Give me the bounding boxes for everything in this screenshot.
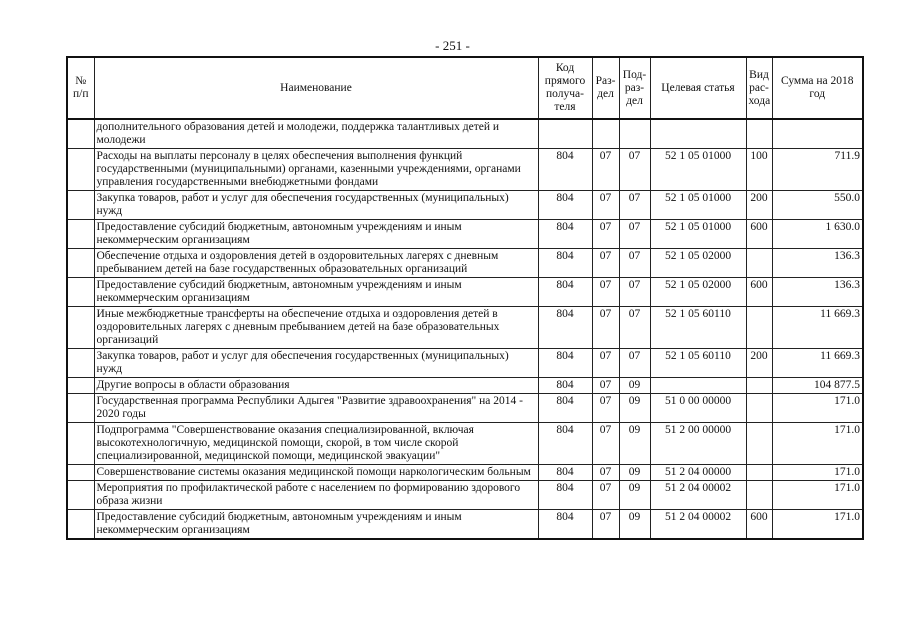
row-num (67, 423, 94, 465)
row-name: Закупка товаров, работ и услуг для обеспечения государственных (муниципальных) нужд (94, 191, 538, 220)
row-code: 804 (538, 307, 592, 349)
table-row (67, 510, 863, 540)
header-num: № п/п (67, 57, 94, 119)
row-subsection: 09 (619, 481, 650, 510)
row-sum: 171.0 (772, 394, 863, 423)
row-section: 07 (592, 191, 619, 220)
row-expense-type (746, 481, 772, 510)
row-sum: 104 877.5 (772, 378, 863, 394)
row-expense-type: 100 (746, 149, 772, 191)
header-target: Целевая статья (650, 57, 746, 119)
row-subsection: 09 (619, 465, 650, 481)
row-num (67, 394, 94, 423)
row-name: Обеспечение отдыха и оздоровления детей в оздоровительных лагерях с дневным пребыванием детей на базе государственных образовательных организаций (94, 249, 538, 278)
row-section: 07 (592, 394, 619, 423)
row-target: 52 1 05 02000 (650, 249, 746, 278)
row-num (67, 378, 94, 394)
row-code: 804 (538, 278, 592, 307)
table-row (67, 349, 863, 378)
header-row (67, 57, 863, 119)
row-sum: 136.3 (772, 278, 863, 307)
row-subsection: 07 (619, 149, 650, 191)
table-row (67, 423, 863, 465)
row-target (650, 119, 746, 149)
row-expense-type: 600 (746, 220, 772, 249)
row-subsection: 09 (619, 378, 650, 394)
header-name: Наименование (94, 57, 538, 119)
row-section: 07 (592, 149, 619, 191)
row-section: 07 (592, 423, 619, 465)
row-expense-type (746, 423, 772, 465)
row-expense-type (746, 249, 772, 278)
table-row (67, 465, 863, 481)
row-name: Предоставление субсидий бюджетным, автономным учреждениям и иным некоммерческим организациям (94, 220, 538, 249)
row-name: Подпрограмма "Совершенствование оказания специализированной, включая высокотехнологичную, медицинской помощи, скорой, в том числе скорой специализированной, медицинской помощи, медицинской эвакуации" (94, 423, 538, 465)
table-row (67, 278, 863, 307)
row-num (67, 278, 94, 307)
row-code: 804 (538, 191, 592, 220)
row-target: 52 1 05 01000 (650, 191, 746, 220)
row-sum: 711.9 (772, 149, 863, 191)
row-sum: 550.0 (772, 191, 863, 220)
header-sum: Сумма на 2018 год (772, 57, 863, 119)
row-target: 51 2 04 00002 (650, 481, 746, 510)
row-section: 07 (592, 465, 619, 481)
row-num (67, 191, 94, 220)
row-expense-type (746, 307, 772, 349)
row-target (650, 378, 746, 394)
table-row (67, 249, 863, 278)
row-target: 51 2 00 00000 (650, 423, 746, 465)
row-code: 804 (538, 249, 592, 278)
row-subsection: 07 (619, 278, 650, 307)
header-section: Раз-дел (592, 57, 619, 119)
row-section: 07 (592, 349, 619, 378)
row-name: Государственная программа Республики Адыгея "Развитие здравоохранения" на 2014 - 2020 годы (94, 394, 538, 423)
header-subsection: Под-раз-дел (619, 57, 650, 119)
row-code: 804 (538, 149, 592, 191)
row-expense-type: 200 (746, 349, 772, 378)
row-name: дополнительного образования детей и молодежи, поддержка талантливых детей и молодежи (94, 119, 538, 149)
row-sum: 1 630.0 (772, 220, 863, 249)
row-num (67, 149, 94, 191)
row-subsection: 07 (619, 191, 650, 220)
row-name: Предоставление субсидий бюджетным, автономным учреждениям и иным некоммерческим организациям (94, 278, 538, 307)
row-sum (772, 119, 863, 149)
row-name: Другие вопросы в области образования (94, 378, 538, 394)
row-num (67, 465, 94, 481)
row-expense-type (746, 378, 772, 394)
row-sum: 171.0 (772, 481, 863, 510)
row-name: Совершенствование системы оказания медицинской помощи наркологическим больным (94, 465, 538, 481)
table-row (67, 481, 863, 510)
row-section: 07 (592, 307, 619, 349)
row-code: 804 (538, 423, 592, 465)
row-name: Предоставление субсидий бюджетным, автономным учреждениям и иным некоммерческим организациям (94, 510, 538, 540)
table-row (67, 220, 863, 249)
row-sum: 11 669.3 (772, 349, 863, 378)
row-expense-type: 600 (746, 510, 772, 540)
row-section: 07 (592, 378, 619, 394)
row-sum: 171.0 (772, 423, 863, 465)
row-section: 07 (592, 510, 619, 540)
row-section: 07 (592, 481, 619, 510)
row-target: 51 2 04 00000 (650, 465, 746, 481)
row-code: 804 (538, 378, 592, 394)
table-row (67, 394, 863, 423)
row-section: 07 (592, 220, 619, 249)
table-row (67, 378, 863, 394)
row-expense-type (746, 119, 772, 149)
row-name: Закупка товаров, работ и услуг для обеспечения государственных (муниципальных) нужд (94, 349, 538, 378)
row-num (67, 119, 94, 149)
row-expense-type: 200 (746, 191, 772, 220)
row-num (67, 510, 94, 540)
row-target: 51 2 04 00002 (650, 510, 746, 540)
row-code: 804 (538, 465, 592, 481)
table-row (67, 307, 863, 349)
row-subsection: 07 (619, 249, 650, 278)
row-num (67, 307, 94, 349)
row-sum: 171.0 (772, 510, 863, 540)
row-expense-type (746, 394, 772, 423)
row-subsection: 09 (619, 423, 650, 465)
row-subsection: 09 (619, 510, 650, 540)
row-section: 07 (592, 249, 619, 278)
row-section: 07 (592, 278, 619, 307)
row-name: Мероприятия по профилактической работе с населением по формированию здорового образа жизни (94, 481, 538, 510)
row-target: 52 1 05 60110 (650, 307, 746, 349)
row-subsection: 07 (619, 349, 650, 378)
row-section (592, 119, 619, 149)
row-code: 804 (538, 349, 592, 378)
row-num (67, 349, 94, 378)
row-target: 52 1 05 60110 (650, 349, 746, 378)
row-name: Иные межбюджетные трансферты на обеспечение отдыха и оздоровления детей в оздоровительных лагерях с дневным пребыванием детей на базе образовательных организаций (94, 307, 538, 349)
row-code: 804 (538, 394, 592, 423)
row-sum: 136.3 (772, 249, 863, 278)
header-code: Код прямого получа-теля (538, 57, 592, 119)
row-sum: 11 669.3 (772, 307, 863, 349)
row-num (67, 220, 94, 249)
row-subsection: 07 (619, 220, 650, 249)
row-subsection (619, 119, 650, 149)
row-code: 804 (538, 220, 592, 249)
row-target: 52 1 05 01000 (650, 220, 746, 249)
row-name: Расходы на выплаты персоналу в целях обеспечения выполнения функций государственными (муниципальными) органами, казенными учреждениями, органами управления государственными внебюджетными фондами (94, 149, 538, 191)
header-expense-type: Вид рас-хода (746, 57, 772, 119)
row-subsection: 09 (619, 394, 650, 423)
row-target: 51 0 00 00000 (650, 394, 746, 423)
row-sum: 171.0 (772, 465, 863, 481)
row-subsection: 07 (619, 307, 650, 349)
page-number: - 251 - (435, 38, 470, 53)
row-num (67, 481, 94, 510)
row-code: 804 (538, 510, 592, 540)
row-code (538, 119, 592, 149)
budget-table (66, 56, 864, 540)
row-target: 52 1 05 01000 (650, 149, 746, 191)
table-row (67, 119, 863, 149)
row-code: 804 (538, 481, 592, 510)
row-expense-type: 600 (746, 278, 772, 307)
row-num (67, 249, 94, 278)
table-row (67, 149, 863, 191)
row-expense-type (746, 465, 772, 481)
table-row (67, 191, 863, 220)
row-target: 52 1 05 02000 (650, 278, 746, 307)
